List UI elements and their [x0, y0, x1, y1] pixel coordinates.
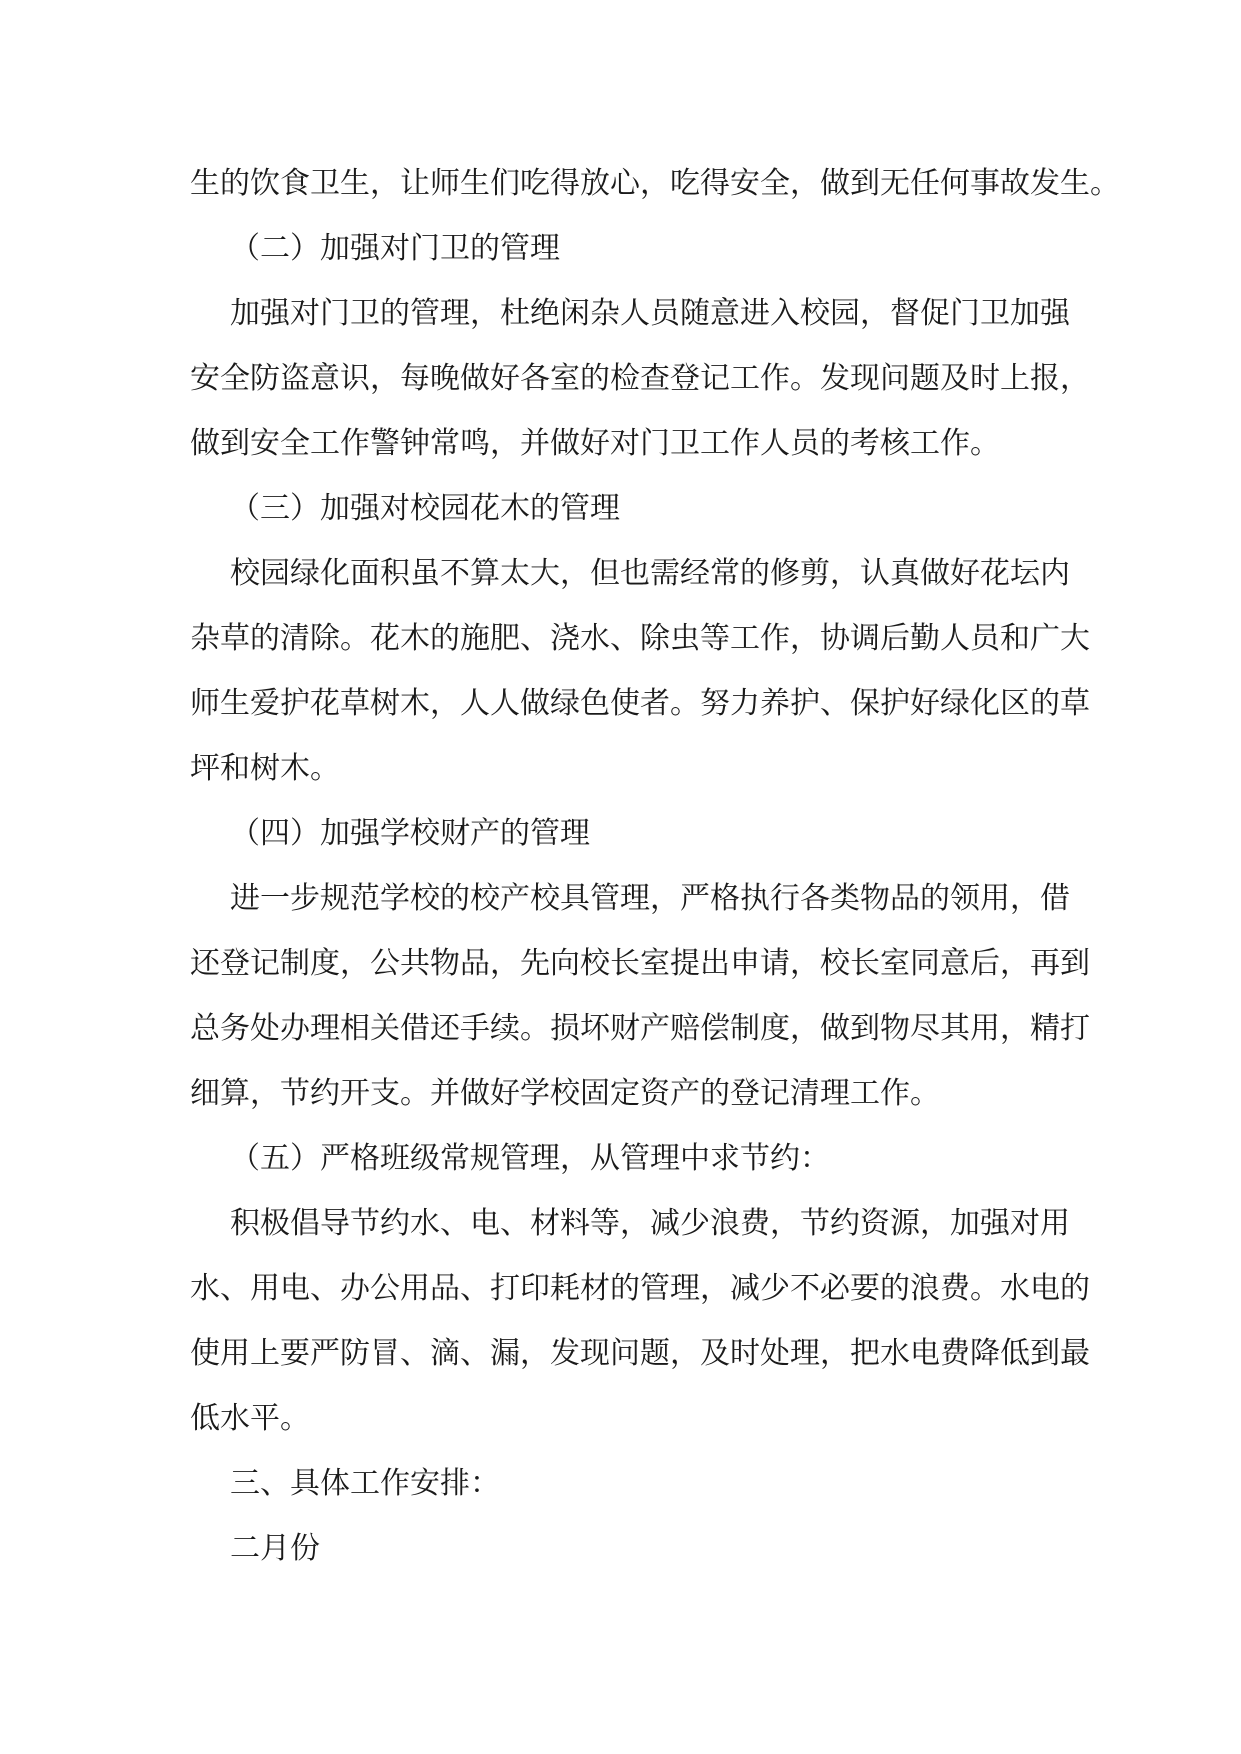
paragraph-line: 校园绿化面积虽不算太大，但也需经常的修剪，认真做好花坛内 [230, 556, 1070, 591]
paragraph-line: 坪和树木。 [190, 751, 340, 786]
paragraph-line: 低水平。 [190, 1401, 310, 1436]
paragraph-line: 水、用电、办公用品、打印耗材的管理，减少不必要的浪费。水电的 [190, 1271, 1090, 1306]
subsection-heading: 二月份 [230, 1531, 320, 1566]
paragraph-line: 安全防盗意识，每晚做好各室的检查登记工作。发现问题及时上报， [190, 361, 1090, 396]
section-heading: （三）加强对校园花木的管理 [230, 491, 620, 526]
paragraph-line: 生的饮食卫生，让师生们吃得放心，吃得安全，做到无任何事故发生。 [190, 166, 1120, 201]
section-heading: （四）加强学校财产的管理 [230, 816, 590, 851]
paragraph-line: 杂草的清除。花木的施肥、浇水、除虫等工作，协调后勤人员和广大 [190, 621, 1090, 656]
paragraph-line: 还登记制度，公共物品，先向校长室提出申请，校长室同意后，再到 [190, 946, 1090, 981]
paragraph-line: 积极倡导节约水、电、材料等，减少浪费，节约资源，加强对用 [230, 1206, 1070, 1241]
paragraph-line: 进一步规范学校的校产校具管理，严格执行各类物品的领用，借 [230, 881, 1070, 916]
section-heading: 三、具体工作安排： [230, 1466, 500, 1501]
paragraph-line: 总务处办理相关借还手续。损坏财产赔偿制度，做到物尽其用，精打 [190, 1011, 1090, 1046]
paragraph-line: 师生爱护花草树木，人人做绿色使者。努力养护、保护好绿化区的草 [190, 686, 1090, 721]
paragraph-line: 加强对门卫的管理，杜绝闲杂人员随意进入校园，督促门卫加强 [230, 296, 1070, 331]
section-heading: （五）严格班级常规管理，从管理中求节约： [230, 1141, 830, 1176]
paragraph-line: 使用上要严防冒、滴、漏，发现问题，及时处理，把水电费降低到最 [190, 1336, 1090, 1371]
paragraph-line: 做到安全工作警钟常鸣，并做好对门卫工作人员的考核工作。 [190, 426, 1000, 461]
section-heading: （二）加强对门卫的管理 [230, 231, 560, 266]
paragraph-line: 细算，节约开支。并做好学校固定资产的登记清理工作。 [190, 1076, 940, 1111]
